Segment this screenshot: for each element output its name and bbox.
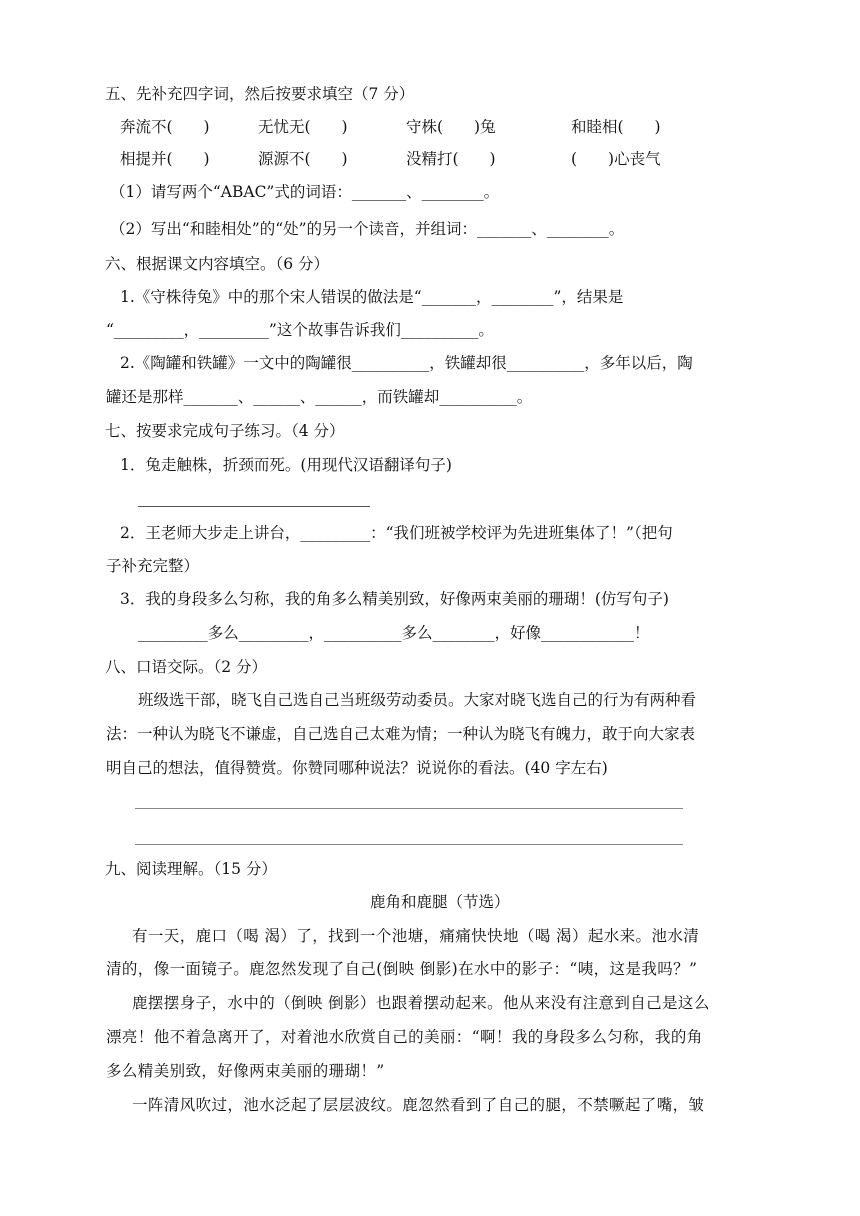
question-6-1-line2: “_________，_________”这个故事告诉我们__________。	[106, 321, 494, 339]
question-7-3-blanks: _________多么_________，__________多么________，好像____________！	[138, 624, 650, 642]
section8-heading: 八、口语交际。（2 分）	[105, 658, 268, 676]
paragraph-line: 班级选干部，晓飞自己选自己当班级劳动委员。大家对晓飞选自己的行为有两种看	[138, 691, 697, 709]
answer-line[interactable]	[135, 844, 683, 845]
section7-heading: 七、按要求完成句子练习。（4 分）	[105, 422, 345, 440]
fill-word: 源源不( )	[258, 150, 348, 168]
question-6-2-line1: 2.《陶罐和铁罐》一文中的陶罐很__________，铁罐却很__________，多年以后，陶	[120, 354, 693, 372]
section9-heading: 九、阅读理解。（15 分）	[105, 860, 277, 878]
fill-word: ( )心丧气	[571, 150, 661, 168]
fill-word: 相提并( )	[120, 150, 210, 168]
fill-word: 没精打( )	[406, 150, 496, 168]
passage-line: 漂亮！他不着急离开了，对着池水欣赏自己的美丽：“啊！我的身段多么匀称，我的角	[106, 1028, 703, 1046]
passage-line: 鹿摆摆身子，水中的（倒映 倒影）也跟着摆动起来。他从来没有注意到自己是这么	[132, 994, 710, 1012]
passage-line: 多么精美别致，好像两束美丽的珊瑚！”	[106, 1062, 385, 1080]
paragraph-line: 明自己的想法，值得赞赏。你赞同哪种说法？说说你的看法。(40 字左右)	[106, 759, 608, 777]
passage-line: 有一天，鹿口（喝 渴）了，找到一个池塘，痛痛快快地（喝 渴）起水来。池水清	[132, 927, 700, 945]
question-6-2-line2: 罐还是那样_______、______、______，而铁罐却__________。	[106, 388, 533, 406]
paragraph-line: 法：一种认为晓飞不谦虚，自己选自己太难为情；一种认为晓飞有魄力，敢于向大家表	[106, 725, 696, 743]
answer-line[interactable]	[138, 506, 370, 507]
fill-word: 无忧无( )	[258, 118, 348, 136]
question-5-2: （2）写出“和睦相处”的“处”的另一个读音，并组词：_______、________。	[110, 220, 625, 238]
question-7-1: 1．兔走触株，折颈而死。(用现代汉语翻译句子)	[120, 456, 452, 474]
section6-heading: 六、根据课文内容填空。（6 分）	[105, 255, 330, 273]
fill-word: 守株( )兔	[406, 118, 496, 136]
question-7-2-line2: 子补充完整）	[106, 557, 200, 575]
question-6-1-line1: 1.《守株待兔》中的那个宋人错误的做法是“_______，________”，结果是	[120, 288, 624, 306]
section5-heading: 五、先补充四字词，然后按要求填空（7 分）	[105, 85, 415, 103]
fill-word: 奔流不( )	[120, 118, 210, 136]
passage-line: 清的，像一面镜子。鹿忽然发现了自己(倒映 倒影)在水中的影子：“咦，这是我吗？”	[106, 960, 698, 978]
answer-line[interactable]	[135, 808, 683, 809]
passage-line: 一阵清风吹过，池水泛起了层层波纹。鹿忽然看到了自己的腿，不禁噘起了嘴，皱	[132, 1096, 705, 1114]
question-7-3: 3．我的身段多么匀称，我的角多么精美别致，好像两束美丽的珊瑚！(仿写句子)	[120, 590, 669, 608]
question-7-2-line1: 2．王老师大步走上讲台，_________：“我们班被学校评为先进班集体了！”（把句	[120, 524, 673, 542]
question-5-1: （1）请写两个“ABAC”式的词语：_______、________。	[110, 183, 500, 201]
fill-word: 和睦相( )	[571, 118, 661, 136]
passage-title: 鹿角和鹿腿（节选）	[370, 893, 510, 911]
